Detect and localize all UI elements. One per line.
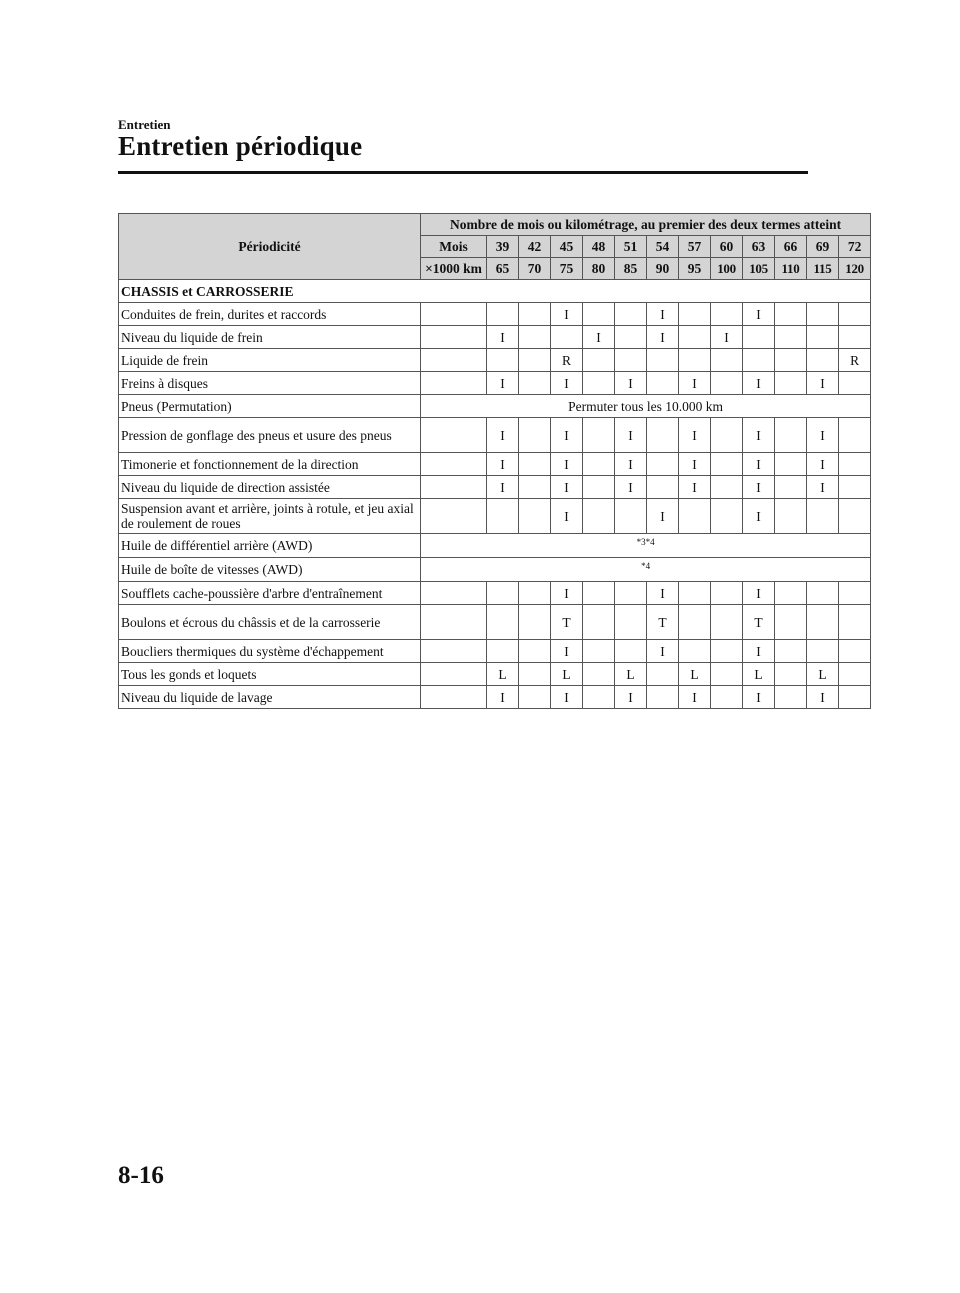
- schedule-cell: L: [615, 663, 647, 686]
- schedule-cell: [775, 326, 807, 349]
- schedule-cell: [775, 499, 807, 534]
- schedule-cell: I: [487, 453, 519, 476]
- schedule-cell: [615, 303, 647, 326]
- schedule-cell: [583, 605, 615, 640]
- schedule-cell: [775, 303, 807, 326]
- km-cell: 100: [711, 258, 743, 280]
- table-body: [119, 280, 871, 709]
- schedule-cell: I: [807, 418, 839, 453]
- schedule-cell: [679, 326, 711, 349]
- schedule-cell: [519, 582, 551, 605]
- month-cell: 42: [519, 236, 551, 258]
- schedule-cell: L: [551, 663, 583, 686]
- schedule-cell: [839, 418, 871, 453]
- schedule-cell: [839, 582, 871, 605]
- schedule-cell: [519, 349, 551, 372]
- table-row: [119, 476, 871, 499]
- table-row: [119, 686, 871, 709]
- title-rule: [118, 171, 808, 174]
- schedule-cell: [615, 349, 647, 372]
- item-label: Suspension avant et arrière, joints à rotule, et jeu axial de roulement de roues: [119, 499, 421, 534]
- schedule-cell: [679, 499, 711, 534]
- schedule-cell: I: [551, 418, 583, 453]
- schedule-cell: [775, 582, 807, 605]
- km-cell: 90: [647, 258, 679, 280]
- schedule-cell: I: [807, 686, 839, 709]
- schedule-cell: L: [679, 663, 711, 686]
- schedule-cell: [615, 640, 647, 663]
- blank-cell: [421, 686, 487, 709]
- km-cell: 70: [519, 258, 551, 280]
- schedule-cell: I: [743, 476, 775, 499]
- schedule-cell: [519, 605, 551, 640]
- schedule-cell: I: [807, 476, 839, 499]
- schedule-cell: [551, 326, 583, 349]
- schedule-cell: [487, 499, 519, 534]
- schedule-cell: [647, 453, 679, 476]
- schedule-cell: [807, 326, 839, 349]
- km-cell: 80: [583, 258, 615, 280]
- blank-cell: [421, 476, 487, 499]
- schedule-cell: I: [647, 303, 679, 326]
- schedule-cell: [519, 499, 551, 534]
- month-cell: 66: [775, 236, 807, 258]
- schedule-cell: I: [487, 418, 519, 453]
- schedule-cell: [775, 686, 807, 709]
- blank-cell: [421, 349, 487, 372]
- table-row: [119, 349, 871, 372]
- schedule-cell: I: [551, 686, 583, 709]
- schedule-cell: [583, 372, 615, 395]
- schedule-cell: I: [743, 418, 775, 453]
- table-row: [119, 582, 871, 605]
- blank-cell: [421, 499, 487, 534]
- item-label: Boucliers thermiques du système d'échappement: [119, 640, 421, 663]
- schedule-cell: [711, 349, 743, 372]
- item-label: Boulons et écrous du châssis et de la carrosserie: [119, 605, 421, 640]
- schedule-cell: [775, 349, 807, 372]
- schedule-cell: [615, 582, 647, 605]
- schedule-cell: I: [551, 582, 583, 605]
- schedule-cell: [807, 303, 839, 326]
- schedule-cell: [807, 499, 839, 534]
- table-row: [119, 395, 871, 418]
- schedule-cell: [583, 663, 615, 686]
- schedule-cell: I: [551, 372, 583, 395]
- schedule-cell: I: [487, 372, 519, 395]
- km-label: ×1000 km: [421, 258, 487, 280]
- schedule-cell: L: [743, 663, 775, 686]
- km-cell: 75: [551, 258, 583, 280]
- table-row: [119, 303, 871, 326]
- schedule-cell: [679, 582, 711, 605]
- schedule-cell: [679, 640, 711, 663]
- schedule-cell: [647, 349, 679, 372]
- schedule-cell: [775, 418, 807, 453]
- section-label: Entretien: [118, 117, 171, 132]
- km-cell: 110: [775, 258, 807, 280]
- schedule-cell: [839, 326, 871, 349]
- schedule-cell: [839, 605, 871, 640]
- schedule-cell: [519, 418, 551, 453]
- schedule-cell: I: [807, 372, 839, 395]
- schedule-cell: [583, 476, 615, 499]
- item-label: Pneus (Permutation): [119, 395, 421, 418]
- schedule-cell: [647, 663, 679, 686]
- schedule-cell: [839, 499, 871, 534]
- item-label: Soufflets cache-poussière d'arbre d'entraînement: [119, 582, 421, 605]
- schedule-cell: [711, 499, 743, 534]
- blank-cell: [421, 640, 487, 663]
- month-cell: 54: [647, 236, 679, 258]
- schedule-cell: I: [807, 453, 839, 476]
- schedule-cell: I: [743, 499, 775, 534]
- month-cell: 63: [743, 236, 775, 258]
- schedule-cell: R: [839, 349, 871, 372]
- page-title: Entretien périodique: [118, 131, 363, 161]
- item-label: Niveau du liquide de direction assistée: [119, 476, 421, 499]
- schedule-cell: I: [615, 418, 647, 453]
- schedule-cell: R: [551, 349, 583, 372]
- schedule-cell: [775, 663, 807, 686]
- schedule-cell: [775, 640, 807, 663]
- schedule-cell: [807, 582, 839, 605]
- km-cell: 115: [807, 258, 839, 280]
- schedule-cell: L: [487, 663, 519, 686]
- schedule-cell: [583, 453, 615, 476]
- schedule-cell: [519, 453, 551, 476]
- schedule-cell: [839, 476, 871, 499]
- schedule-cell: [775, 453, 807, 476]
- month-cell: 39: [487, 236, 519, 258]
- schedule-cell: I: [647, 499, 679, 534]
- schedule-cell: I: [615, 476, 647, 499]
- schedule-cell: [519, 640, 551, 663]
- item-label: Freins à disques: [119, 372, 421, 395]
- blank-cell: [421, 326, 487, 349]
- schedule-cell: [647, 686, 679, 709]
- schedule-cell: I: [679, 476, 711, 499]
- schedule-cell: [519, 372, 551, 395]
- schedule-cell: I: [551, 640, 583, 663]
- schedule-cell: I: [647, 640, 679, 663]
- periodicite-header: Périodicité: [119, 214, 421, 280]
- schedule-cell: [487, 303, 519, 326]
- schedule-cell: [647, 476, 679, 499]
- blank-cell: [421, 372, 487, 395]
- schedule-cell: [583, 686, 615, 709]
- table-row: [119, 558, 871, 582]
- footnote-ref: *4: [421, 558, 871, 582]
- schedule-cell: [679, 349, 711, 372]
- schedule-cell: [615, 499, 647, 534]
- km-cell: 95: [679, 258, 711, 280]
- schedule-cell: [775, 372, 807, 395]
- schedule-cell: [583, 303, 615, 326]
- schedule-cell: I: [743, 582, 775, 605]
- schedule-cell: [519, 686, 551, 709]
- schedule-cell: [711, 418, 743, 453]
- schedule-cell: [487, 582, 519, 605]
- table-row: [119, 453, 871, 476]
- schedule-cell: I: [743, 372, 775, 395]
- schedule-cell: [807, 605, 839, 640]
- item-label: Huile de différentiel arrière (AWD): [119, 534, 421, 558]
- schedule-cell: [647, 418, 679, 453]
- item-label: Niveau du liquide de lavage: [119, 686, 421, 709]
- schedule-cell: [711, 686, 743, 709]
- blank-cell: [421, 582, 487, 605]
- schedule-cell: [519, 663, 551, 686]
- category-row: [119, 280, 871, 303]
- km-cell: 120: [839, 258, 871, 280]
- schedule-cell: [839, 686, 871, 709]
- schedule-cell: [839, 453, 871, 476]
- schedule-cell: [519, 303, 551, 326]
- schedule-cell: I: [711, 326, 743, 349]
- schedule-cell: [839, 372, 871, 395]
- schedule-cell: I: [679, 453, 711, 476]
- item-label: Conduites de frein, durites et raccords: [119, 303, 421, 326]
- schedule-cell: [711, 582, 743, 605]
- schedule-cell: T: [647, 605, 679, 640]
- km-cell: 85: [615, 258, 647, 280]
- item-label: Timonerie et fonctionnement de la direction: [119, 453, 421, 476]
- schedule-cell: [615, 326, 647, 349]
- schedule-cell: I: [487, 686, 519, 709]
- schedule-cell: [583, 640, 615, 663]
- item-label: Pression de gonflage des pneus et usure des pneus: [119, 418, 421, 453]
- schedule-cell: [775, 605, 807, 640]
- schedule-cell: [743, 349, 775, 372]
- schedule-cell: [487, 605, 519, 640]
- schedule-cell: [519, 326, 551, 349]
- blank-cell: [421, 605, 487, 640]
- maintenance-table: [118, 213, 871, 709]
- schedule-cell: I: [487, 476, 519, 499]
- schedule-cell: [647, 372, 679, 395]
- item-label: Niveau du liquide de frein: [119, 326, 421, 349]
- month-cell: 48: [583, 236, 615, 258]
- schedule-cell: [615, 605, 647, 640]
- interval-span-header: Nombre de mois ou kilométrage, au premier des deux termes atteint: [421, 214, 871, 236]
- month-cell: 51: [615, 236, 647, 258]
- item-label: Liquide de frein: [119, 349, 421, 372]
- table-row: [119, 663, 871, 686]
- schedule-cell: I: [551, 476, 583, 499]
- schedule-cell: [583, 582, 615, 605]
- item-label: Tous les gonds et loquets: [119, 663, 421, 686]
- schedule-cell: L: [807, 663, 839, 686]
- schedule-cell: [711, 663, 743, 686]
- table-row: [119, 534, 871, 558]
- schedule-cell: [487, 640, 519, 663]
- blank-cell: [421, 418, 487, 453]
- schedule-cell: [807, 349, 839, 372]
- table-row: [119, 372, 871, 395]
- schedule-cell: I: [487, 326, 519, 349]
- schedule-cell: [711, 476, 743, 499]
- schedule-cell: I: [615, 372, 647, 395]
- schedule-cell: I: [647, 326, 679, 349]
- category-label: CHASSIS et CARROSSERIE: [119, 280, 871, 303]
- page-number: 8-16: [118, 1162, 164, 1189]
- schedule-cell: I: [551, 453, 583, 476]
- footnote-ref: *3*4: [421, 534, 871, 558]
- schedule-cell: [711, 453, 743, 476]
- schedule-cell: [839, 640, 871, 663]
- month-cell: 69: [807, 236, 839, 258]
- schedule-cell: [839, 663, 871, 686]
- schedule-cell: I: [743, 303, 775, 326]
- schedule-cell: I: [679, 418, 711, 453]
- blank-cell: [421, 303, 487, 326]
- schedule-cell: I: [551, 499, 583, 534]
- schedule-cell: [711, 372, 743, 395]
- schedule-cell: I: [647, 582, 679, 605]
- km-cell: 65: [487, 258, 519, 280]
- schedule-cell: I: [679, 372, 711, 395]
- month-cell: 60: [711, 236, 743, 258]
- blank-cell: [421, 663, 487, 686]
- schedule-cell: [775, 476, 807, 499]
- schedule-cell: [711, 303, 743, 326]
- schedule-cell: I: [615, 686, 647, 709]
- item-label: Huile de boîte de vitesses (AWD): [119, 558, 421, 582]
- schedule-cell: I: [583, 326, 615, 349]
- schedule-cell: I: [551, 303, 583, 326]
- table-row: [119, 418, 871, 453]
- schedule-cell: [679, 605, 711, 640]
- schedule-cell: I: [743, 686, 775, 709]
- schedule-cell: T: [743, 605, 775, 640]
- span-note: Permuter tous les 10.000 km: [421, 395, 871, 418]
- schedule-cell: [807, 640, 839, 663]
- schedule-cell: I: [743, 453, 775, 476]
- schedule-cell: [839, 303, 871, 326]
- table-row: [119, 499, 871, 534]
- schedule-cell: [711, 640, 743, 663]
- month-cell: 57: [679, 236, 711, 258]
- table-row: [119, 326, 871, 349]
- schedule-cell: [519, 476, 551, 499]
- schedule-cell: I: [743, 640, 775, 663]
- schedule-cell: [679, 303, 711, 326]
- table-row: [119, 640, 871, 663]
- schedule-cell: [583, 499, 615, 534]
- schedule-cell: [583, 418, 615, 453]
- month-cell: 45: [551, 236, 583, 258]
- schedule-cell: I: [679, 686, 711, 709]
- blank-cell: [421, 453, 487, 476]
- schedule-cell: [487, 349, 519, 372]
- schedule-cell: T: [551, 605, 583, 640]
- schedule-cell: [711, 605, 743, 640]
- month-cell: 72: [839, 236, 871, 258]
- km-cell: 105: [743, 258, 775, 280]
- table-row: [119, 605, 871, 640]
- months-label: Mois: [421, 236, 487, 258]
- schedule-cell: [583, 349, 615, 372]
- schedule-cell: I: [615, 453, 647, 476]
- schedule-cell: [743, 326, 775, 349]
